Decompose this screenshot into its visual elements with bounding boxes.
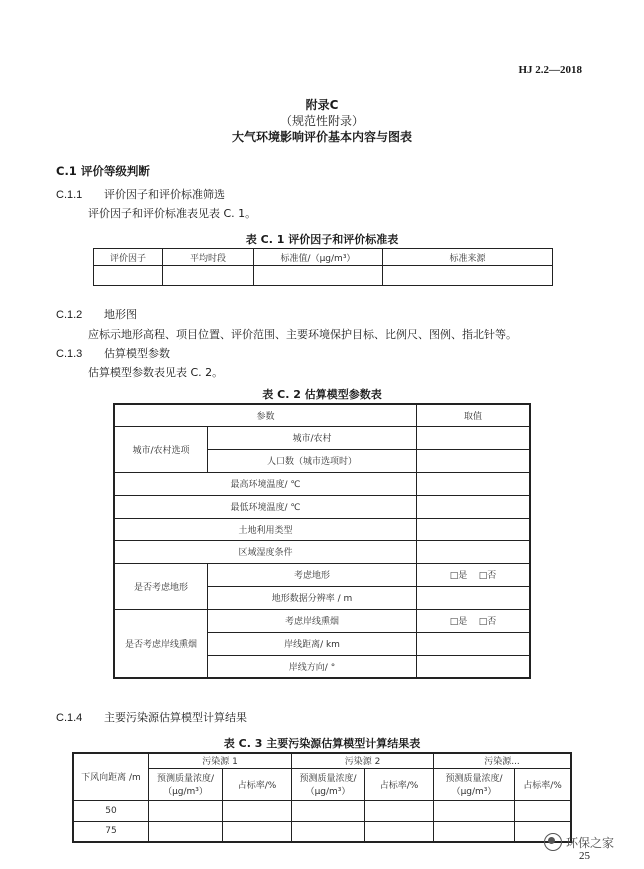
section-c13-title: 估算模型参数 bbox=[104, 347, 170, 360]
table-c1 bbox=[93, 248, 553, 286]
table-c2-group-terrain: 是否考虑地形 bbox=[114, 563, 208, 609]
table-c2-caption: 表 C. 2 估算模型参数表 bbox=[262, 388, 382, 401]
table-c2-choice bbox=[417, 563, 531, 586]
table-c2-param: 地形数据分辨率 / m bbox=[208, 586, 417, 609]
table-c2-group-urban: 城市/农村选项 bbox=[114, 426, 208, 472]
table-c2-header-value: 取值 bbox=[417, 404, 531, 426]
checkbox-no: □否 bbox=[478, 571, 497, 581]
table-c1-cell bbox=[254, 266, 383, 286]
checkbox-yes: □是 bbox=[449, 617, 468, 627]
table-c3-source: 污染源 2 bbox=[292, 753, 434, 768]
section-c1-title: C.1 评价等级判断 bbox=[56, 164, 150, 178]
table-c3-sub-ratio: 占标率/% bbox=[223, 768, 292, 800]
page-number: 25 bbox=[579, 850, 590, 862]
table-c3-sub-ratio: 占标率/% bbox=[515, 768, 572, 800]
table-c1-header-source: 标准来源 bbox=[383, 249, 553, 266]
table-c3-sub-conc: 预测质量浓度/（μg/m³） bbox=[149, 768, 223, 800]
table-c1-caption: 表 C. 1 评价因子和评价标准表 bbox=[245, 233, 399, 246]
table-c2-param: 土地利用类型 bbox=[114, 518, 417, 540]
table-c2-value bbox=[417, 495, 531, 518]
checkbox-yes: □是 bbox=[449, 571, 468, 581]
table-c2-header-param: 参数 bbox=[114, 404, 417, 426]
table-c3-cell bbox=[149, 821, 223, 842]
table-c3-sub-conc: 预测质量浓度/（μg/m³） bbox=[434, 768, 515, 800]
table-c1-cell bbox=[163, 266, 254, 286]
section-c13-body: 估算模型参数表见表 C. 2。 bbox=[88, 366, 224, 379]
table-c2-value bbox=[417, 655, 531, 678]
table-c3-cell bbox=[292, 821, 365, 842]
standard-code: HJ 2.2—2018 bbox=[518, 64, 582, 76]
section-c11-number: C.1.1 bbox=[56, 189, 83, 201]
section-c14-title: 主要污染源估算模型计算结果 bbox=[104, 711, 247, 724]
table-c3-cell bbox=[223, 800, 292, 821]
table-c2-param: 人口数（城市选项时） bbox=[208, 449, 417, 472]
section-c14-number: C.1.4 bbox=[56, 712, 83, 724]
watermark bbox=[544, 833, 614, 851]
table-c3-cell bbox=[365, 800, 434, 821]
table-c2-param: 考虑岸线熏烟 bbox=[208, 609, 417, 632]
section-c11-body: 评价因子和评价标准表见表 C. 1。 bbox=[88, 207, 257, 220]
section-c12-title: 地形图 bbox=[104, 308, 137, 321]
table-c3 bbox=[72, 752, 572, 843]
table-c2-value bbox=[417, 518, 531, 540]
appendix-label: 附录C bbox=[305, 98, 339, 112]
table-c3-cell bbox=[515, 800, 572, 821]
table-c2-value bbox=[417, 540, 531, 563]
table-c1-cell bbox=[94, 266, 163, 286]
table-c2-choice bbox=[417, 609, 531, 632]
section-c11-title: 评价因子和评价标准筛选 bbox=[104, 188, 225, 201]
table-c3-cell bbox=[434, 800, 515, 821]
table-c1-cell bbox=[383, 266, 553, 286]
table-c2-param: 岸线方向/ ° bbox=[208, 655, 417, 678]
table-c2-value bbox=[417, 632, 531, 655]
table-c3-cell bbox=[292, 800, 365, 821]
section-c11-heading bbox=[56, 186, 225, 202]
table-c2-value bbox=[417, 426, 531, 449]
table-c1-header-period: 平均时段 bbox=[163, 249, 254, 266]
table-c2-value bbox=[417, 472, 531, 495]
table-c3-cell bbox=[434, 821, 515, 842]
table-c3-source: 污染源 1 bbox=[149, 753, 292, 768]
table-c3-source: 污染源... bbox=[434, 753, 572, 768]
table-c3-distance: 50 bbox=[73, 800, 149, 821]
watermark-text: 环保之家 bbox=[565, 835, 614, 850]
table-c2-param: 岸线距离/ km bbox=[208, 632, 417, 655]
table-c3-cell bbox=[223, 821, 292, 842]
table-c3-cell bbox=[365, 821, 434, 842]
table-c2-param: 区域湿度条件 bbox=[114, 540, 417, 563]
wechat-icon bbox=[544, 833, 562, 851]
table-c3-distance: 75 bbox=[73, 821, 149, 842]
table-c1-header-standard: 标准值/（μg/m³） bbox=[254, 249, 383, 266]
table-c3-sub-conc: 预测质量浓度/（μg/m³） bbox=[292, 768, 365, 800]
section-c14-heading bbox=[56, 709, 247, 725]
appendix-title: 大气环境影响评价基本内容与图表 bbox=[231, 130, 412, 144]
table-c3-cell bbox=[149, 800, 223, 821]
section-c12-body: 应标示地形高程、项目位置、评价范围、主要环境保护目标、比例尺、图例、指北针等。 bbox=[88, 328, 517, 341]
table-c3-caption: 表 C. 3 主要污染源估算模型计算结果表 bbox=[223, 737, 421, 750]
section-c13-number: C.1.3 bbox=[56, 348, 83, 360]
table-c2-param: 最低环境温度/ ℃ bbox=[114, 495, 417, 518]
table-c2-group-shore: 是否考虑岸线熏烟 bbox=[114, 609, 208, 678]
table-c2-value bbox=[417, 449, 531, 472]
table-c2-param: 城市/农村 bbox=[208, 426, 417, 449]
table-c3-header-distance: 下风向距离 /m bbox=[73, 753, 149, 800]
table-c2 bbox=[113, 403, 531, 679]
checkbox-no: □否 bbox=[478, 617, 497, 627]
section-c13-heading bbox=[56, 345, 170, 361]
section-c12-heading bbox=[56, 306, 137, 322]
table-c2-value bbox=[417, 586, 531, 609]
appendix-type: （规范性附录） bbox=[279, 114, 364, 128]
table-c1-header-factor: 评价因子 bbox=[94, 249, 163, 266]
table-c2-param: 考虑地形 bbox=[208, 563, 417, 586]
table-c2-param: 最高环境温度/ ℃ bbox=[114, 472, 417, 495]
section-c12-number: C.1.2 bbox=[56, 309, 83, 321]
table-c3-sub-ratio: 占标率/% bbox=[365, 768, 434, 800]
